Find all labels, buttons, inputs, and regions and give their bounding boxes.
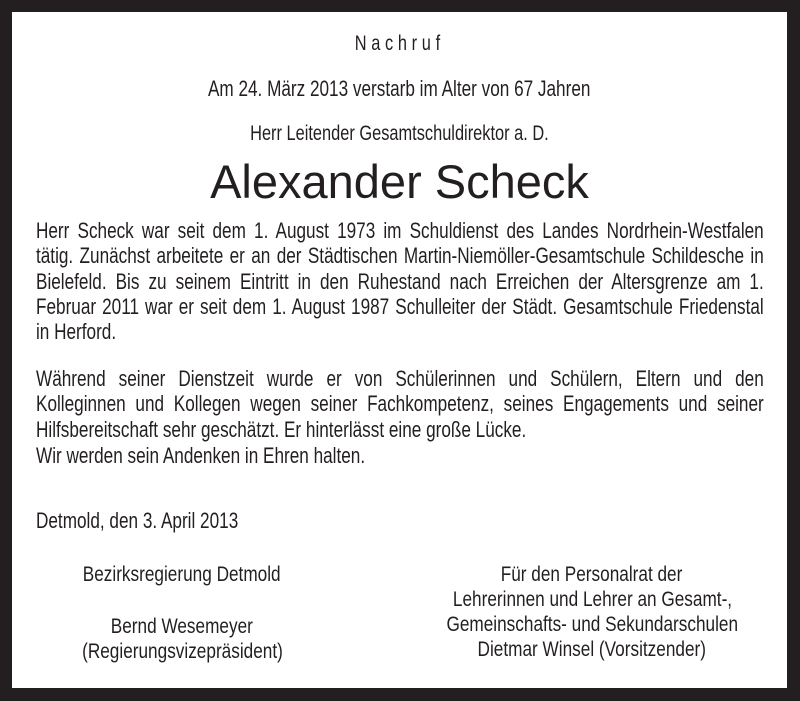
paragraph-tribute-text: Während seiner Dienstzeit wurde er von Schülerinnen und Schülern, Eltern und den Kolleginnen und Kollegen wegen seiner Fachkompetenz, seines Engagements und seiner Hilfsbereitschaft sehr geschätzt. Er hinterlässt eine große Lücke. (36, 366, 764, 442)
deceased-name: Alexander Scheck (210, 155, 589, 208)
signature-right (402, 562, 782, 662)
signature-right-line-4: Dietmar Winsel (Vorsitzender) (477, 637, 707, 661)
paragraph-remembrance-text: Wir werden sein Andenken in Ehren halten. (36, 443, 366, 468)
deceased-rank (12, 122, 787, 146)
signature-person: Bernd Wesemeyer (110, 614, 254, 638)
signature-role: (Regierungsvizepräsident) (81, 639, 283, 663)
place-date (36, 508, 764, 533)
death-notice-text: Am 24. März 2013 verstarb im Alter von 67 Jahren (208, 76, 591, 101)
signature-organization: Bezirksregierung Detmold (83, 562, 281, 586)
heading-text: Nachruf (354, 32, 445, 55)
spacer (52, 587, 312, 614)
paragraph-tribute (36, 366, 764, 442)
signature-left (52, 562, 312, 664)
death-notice (12, 76, 787, 102)
signature-right-line-2: Lehrerinnen und Lehrer an Gesamt-, (452, 587, 732, 611)
obituary-notice (12, 12, 787, 688)
signature-right-line-3: Gemeinschafts- und Sekundarschulen (446, 612, 738, 636)
signature-right-line-1: Für den Personalrat der (501, 562, 683, 586)
paragraph-career (36, 218, 764, 344)
rank-text: Herr Leitender Gesamtschuldirektor a. D. (250, 122, 549, 145)
paragraph-remembrance (36, 443, 764, 468)
place-date-text: Detmold, den 3. April 2013 (36, 508, 239, 533)
notice-heading (12, 32, 787, 56)
paragraph-career-text: Herr Scheck war seit dem 1. August 1973 im Schuldienst des Landes Nordrhein-Westfalen tätig. Zunächst arbeitete er an der Städtischen Martin-Niemöller-Gesamtschule Schildesche in Bielefeld. Bis zu seinem Eintritt in den Ruhestand nach Erreichen der Altersgrenze am 1. Februar 2011 war er seit dem 1. August 1987 Schulleiter der Städt. Gesamtschule Friedenstal in Herford. (36, 218, 764, 345)
